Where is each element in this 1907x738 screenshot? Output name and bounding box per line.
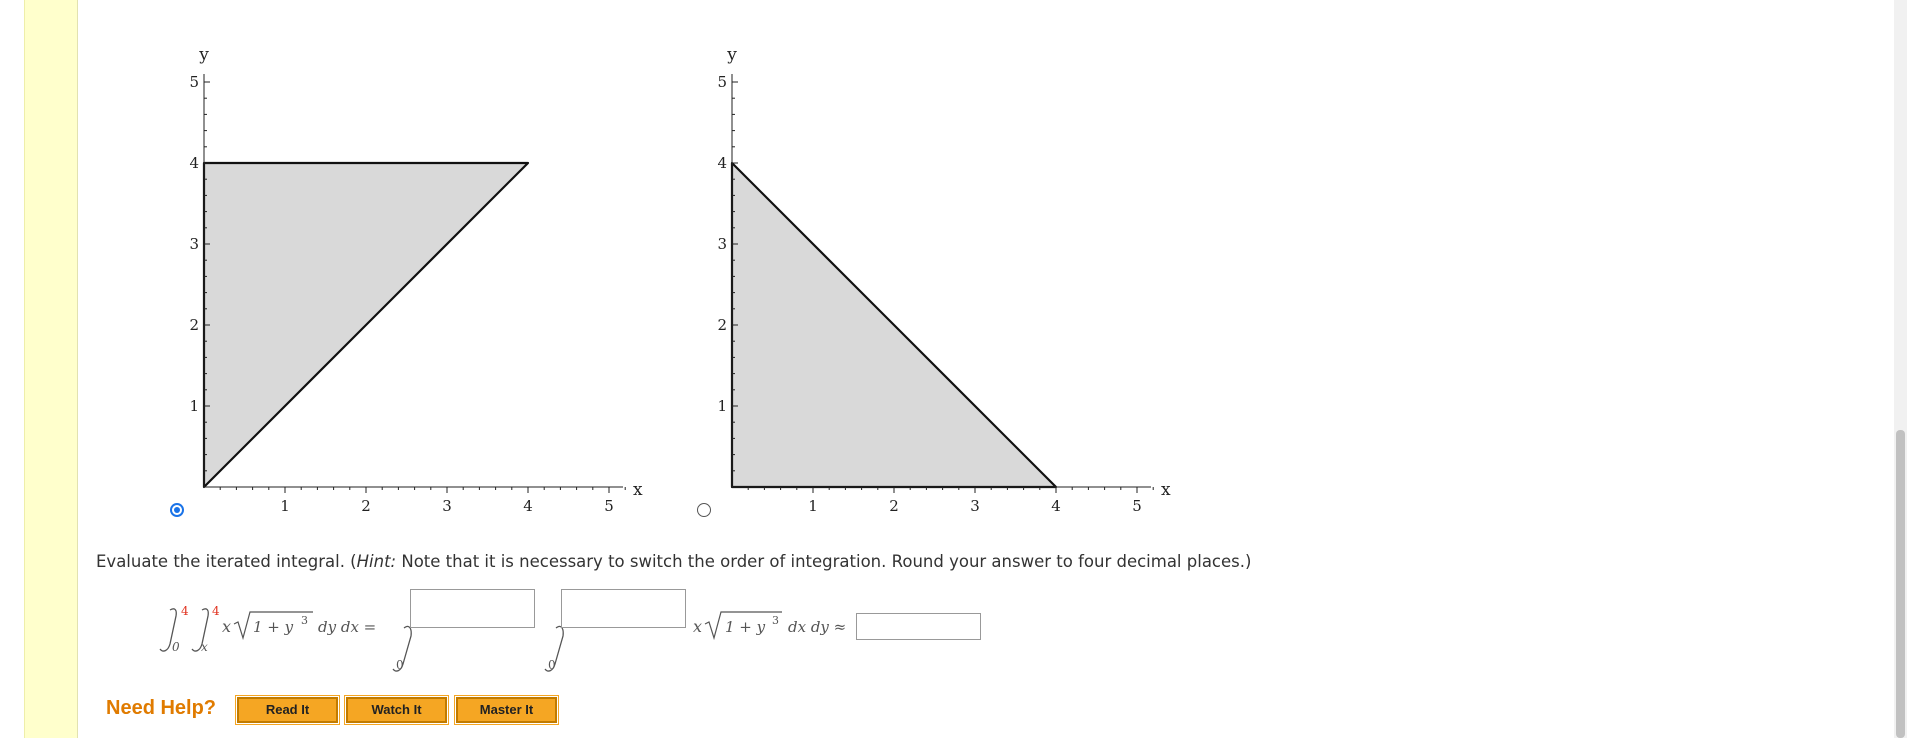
graph1-y-axis-label: y (199, 45, 209, 65)
master-it-button[interactable]: Master It (456, 697, 557, 723)
graph2-y-tick-label: 2 (717, 316, 727, 334)
need-help-label: Need Help? (106, 697, 217, 719)
radicand-left: 1 + y (253, 618, 294, 636)
graph1-x-tick-label: 1 (280, 497, 290, 515)
graph2-y-tick-label: 1 (717, 397, 727, 415)
graph2-x-tick-label: 1 (808, 497, 818, 515)
radicand-right: 1 + y (725, 618, 766, 636)
read-it-button[interactable]: Read It (237, 697, 338, 723)
exponent-right: 3 (772, 614, 779, 627)
new-inner-lower-limit: 0 (548, 658, 556, 672)
graph1-x-tick-label: 4 (523, 497, 533, 515)
inner-lower-limit: x (201, 640, 208, 654)
graph2-x-tick-label: 2 (889, 497, 899, 515)
graph1-x-tick-label: 5 (604, 497, 614, 515)
instruction-text-end: Note that it is necessary to switch the order of integration. Round your answer to four decimal places.) (396, 552, 1252, 571)
outer-lower-limit: 0 (172, 640, 180, 654)
outer-upper-limit: 4 (181, 604, 189, 618)
question-instruction (96, 552, 1251, 571)
outer-upper-limit-input[interactable] (410, 589, 535, 628)
graph2-x-axis-label: x (1161, 480, 1171, 500)
integrand-x: x (222, 617, 232, 636)
exponent-left: 3 (301, 614, 308, 627)
graph1-y-tick-label: 1 (189, 397, 199, 415)
graph1-shaded-region (204, 163, 528, 487)
graph2-x-tick-label: 4 (1051, 497, 1061, 515)
graph2-y-tick-label: 4 (717, 154, 727, 172)
graph2-x-tick-label: 5 (1132, 497, 1142, 515)
graph2-y-tick-label: 5 (717, 73, 727, 91)
graph1-y-tick-label: 4 (189, 154, 199, 172)
graph1-y-tick-label: 5 (189, 73, 199, 91)
graph2-x-tick-label: 3 (970, 497, 980, 515)
inner-upper-limit: 4 (212, 604, 220, 618)
graph1-x-tick-label: 3 (442, 497, 452, 515)
inner-upper-limit-input[interactable] (561, 589, 686, 628)
graph2-y-axis-label: y (727, 45, 737, 65)
watch-it-button[interactable]: Watch It (346, 697, 447, 723)
graph1-x-tick-label: 2 (361, 497, 371, 515)
graph1-y-tick-label: 2 (189, 316, 199, 334)
option-radio-graph-1[interactable] (170, 503, 184, 517)
hint-label: Hint: (356, 552, 397, 571)
new-outer-lower-limit: 0 (396, 658, 404, 672)
graph2-y-tick-label: 3 (717, 235, 727, 253)
differentials-right: dx dy ≈ (788, 618, 847, 636)
graph1-y-tick-label: 3 (189, 235, 199, 253)
instruction-text-start: Evaluate the iterated integral. ( (96, 552, 357, 571)
option-radio-graph-2[interactable] (697, 503, 711, 517)
result-answer-input[interactable] (856, 613, 981, 640)
graph1-x-axis-label: x (633, 480, 643, 500)
integrand-x-right: x (693, 617, 703, 636)
differentials-left: dy dx = (318, 618, 377, 636)
graph2-shaded-region (732, 163, 1056, 487)
